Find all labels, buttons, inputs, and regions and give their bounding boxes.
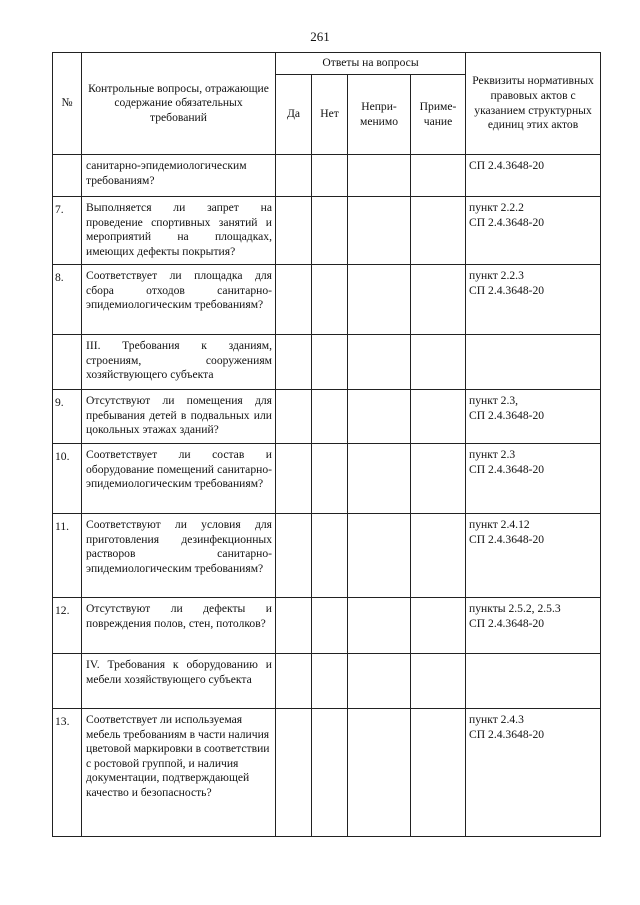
- answer-yes-cell: [276, 265, 312, 335]
- requisite-line1: СП 2.4.3648-20: [469, 159, 545, 172]
- answer-yes-cell: [276, 709, 312, 837]
- answer-no-cell: [312, 654, 348, 709]
- table-row: [53, 709, 601, 837]
- answer-yes-cell: [276, 155, 312, 197]
- section-row: [53, 335, 601, 390]
- answer-no-cell: [312, 155, 348, 197]
- header-note: [411, 75, 466, 155]
- answer-no-cell: [312, 598, 348, 654]
- row-num: [53, 654, 82, 709]
- answer-not-applicable-cell: [348, 654, 411, 709]
- row-num: 13.: [53, 709, 82, 837]
- row-question: Соответствуют ли условия для приготовления дезинфекционных растворов санитарно-эпидемиологическим требованиям?: [82, 514, 276, 598]
- answer-no-cell: [312, 709, 348, 837]
- row-num: 8.: [53, 265, 82, 335]
- answer-note-cell: [411, 654, 466, 709]
- row-question: Выполняется ли запрет на проведение спортивных занятий и мероприятий на площадках, имеющих дефекты покрытия?: [82, 197, 276, 265]
- answer-no-cell: [312, 197, 348, 265]
- row-requisites: [466, 390, 601, 444]
- table-row: [53, 197, 601, 265]
- table-row: [53, 265, 601, 335]
- answer-note-cell: [411, 444, 466, 514]
- answer-not-applicable-cell: [348, 155, 411, 197]
- answer-note-cell: [411, 709, 466, 837]
- row-requisites: [466, 654, 601, 709]
- requisite-line1: пункт 2.4.3: [469, 713, 524, 726]
- requisite-line1: пункт 2.4.12: [469, 518, 530, 531]
- requisite-line2: СП 2.4.3648-20: [469, 532, 545, 546]
- table-row: [53, 390, 601, 444]
- requisite-line2: СП 2.4.3648-20: [469, 727, 545, 741]
- header-not-applicable-line2: менимо: [359, 114, 399, 128]
- answer-not-applicable-cell: [348, 444, 411, 514]
- checklist-table: [52, 52, 601, 837]
- table-row: [53, 444, 601, 514]
- row-num: 11.: [53, 514, 82, 598]
- answer-no-cell: [312, 335, 348, 390]
- header-not-applicable-line1: Непри-: [361, 99, 397, 113]
- header-num: №: [53, 53, 82, 155]
- answer-not-applicable-cell: [348, 514, 411, 598]
- answer-yes-cell: [276, 444, 312, 514]
- answer-yes-cell: [276, 390, 312, 444]
- answer-note-cell: [411, 514, 466, 598]
- answer-yes-cell: [276, 197, 312, 265]
- row-num: 10.: [53, 444, 82, 514]
- header-not-applicable: [348, 75, 411, 155]
- header-question: Контрольные вопросы, отражающие содержание обязательных требований: [82, 53, 276, 155]
- page-number: 261: [310, 29, 330, 44]
- row-requisites: [466, 514, 601, 598]
- requisite-line1: пункты 2.5.2, 2.5.3: [469, 602, 561, 615]
- answer-no-cell: [312, 265, 348, 335]
- row-question: Соответствует ли состав и оборудование помещений санитарно-эпидемиологическим требованиям?: [82, 444, 276, 514]
- answer-note-cell: [411, 390, 466, 444]
- section-heading: III. Требования к зданиям, строениям, сооружениям хозяйствующего субъекта: [82, 335, 276, 390]
- table-row: [53, 598, 601, 654]
- answer-yes-cell: [276, 654, 312, 709]
- answer-no-cell: [312, 444, 348, 514]
- answer-not-applicable-cell: [348, 197, 411, 265]
- row-question: Соответствует ли площадка для сбора отходов санитарно-эпидемиологическим требованиям?: [82, 265, 276, 335]
- table-row: [53, 155, 601, 197]
- answer-not-applicable-cell: [348, 335, 411, 390]
- row-question: санитарно-эпидемиологическим требованиям?: [82, 155, 276, 197]
- row-requisites: [466, 444, 601, 514]
- requisite-line2: СП 2.4.3648-20: [469, 215, 545, 229]
- answer-note-cell: [411, 598, 466, 654]
- answer-not-applicable-cell: [348, 265, 411, 335]
- requisite-line1: пункт 2.2.2: [469, 201, 524, 214]
- row-question: Отсутствуют ли помещения для пребывания детей в подвальных или цокольных этажах зданий?: [82, 390, 276, 444]
- requisite-line2: СП 2.4.3648-20: [469, 283, 545, 297]
- table-row: [53, 514, 601, 598]
- answer-yes-cell: [276, 514, 312, 598]
- answer-yes-cell: [276, 598, 312, 654]
- row-requisites: [466, 598, 601, 654]
- requisite-line1: пункт 2.3,: [469, 394, 519, 407]
- requisite-line2: СП 2.4.3648-20: [469, 462, 545, 476]
- header-yes: Да: [276, 75, 312, 155]
- answer-note-cell: [411, 335, 466, 390]
- section-row: [53, 654, 601, 709]
- row-question: Отсутствуют ли дефекты и повреждения полов, стен, потолков?: [82, 598, 276, 654]
- header-answers: Ответы на вопросы: [276, 53, 466, 75]
- row-num: 7.: [53, 197, 82, 265]
- row-question: Соответствует ли используемая мебель требованиям в части наличия цветовой маркировки в соответствии с ростовой группой, и наличия документации, подтверждающей качество и безопасность?: [82, 709, 276, 837]
- row-num: [53, 335, 82, 390]
- answer-yes-cell: [276, 335, 312, 390]
- answer-not-applicable-cell: [348, 598, 411, 654]
- answer-note-cell: [411, 197, 466, 265]
- answer-not-applicable-cell: [348, 390, 411, 444]
- header-note-line2: чание: [423, 114, 453, 128]
- answer-not-applicable-cell: [348, 709, 411, 837]
- row-requisites: [466, 265, 601, 335]
- row-requisites: [466, 197, 601, 265]
- answer-note-cell: [411, 265, 466, 335]
- header-requisites: Реквизиты нормативных правовых актов с указанием структурных единиц этих актов: [466, 53, 601, 155]
- requisite-line2: СП 2.4.3648-20: [469, 408, 545, 422]
- answer-note-cell: [411, 155, 466, 197]
- answer-no-cell: [312, 514, 348, 598]
- requisite-line2: СП 2.4.3648-20: [469, 616, 545, 630]
- header-note-line1: Приме-: [419, 99, 457, 113]
- row-num: [53, 155, 82, 197]
- row-num: 12.: [53, 598, 82, 654]
- table-header-row: [53, 53, 601, 75]
- row-requisites: [466, 709, 601, 837]
- row-num: 9.: [53, 390, 82, 444]
- answer-no-cell: [312, 390, 348, 444]
- requisite-line1: пункт 2.3: [469, 448, 516, 461]
- requisite-line1: пункт 2.2.3: [469, 269, 524, 282]
- header-no: Нет: [312, 75, 348, 155]
- section-heading: IV. Требования к оборудованию и мебели хозяйствующего субъекта: [82, 654, 276, 709]
- row-requisites: [466, 155, 601, 197]
- row-requisites: [466, 335, 601, 390]
